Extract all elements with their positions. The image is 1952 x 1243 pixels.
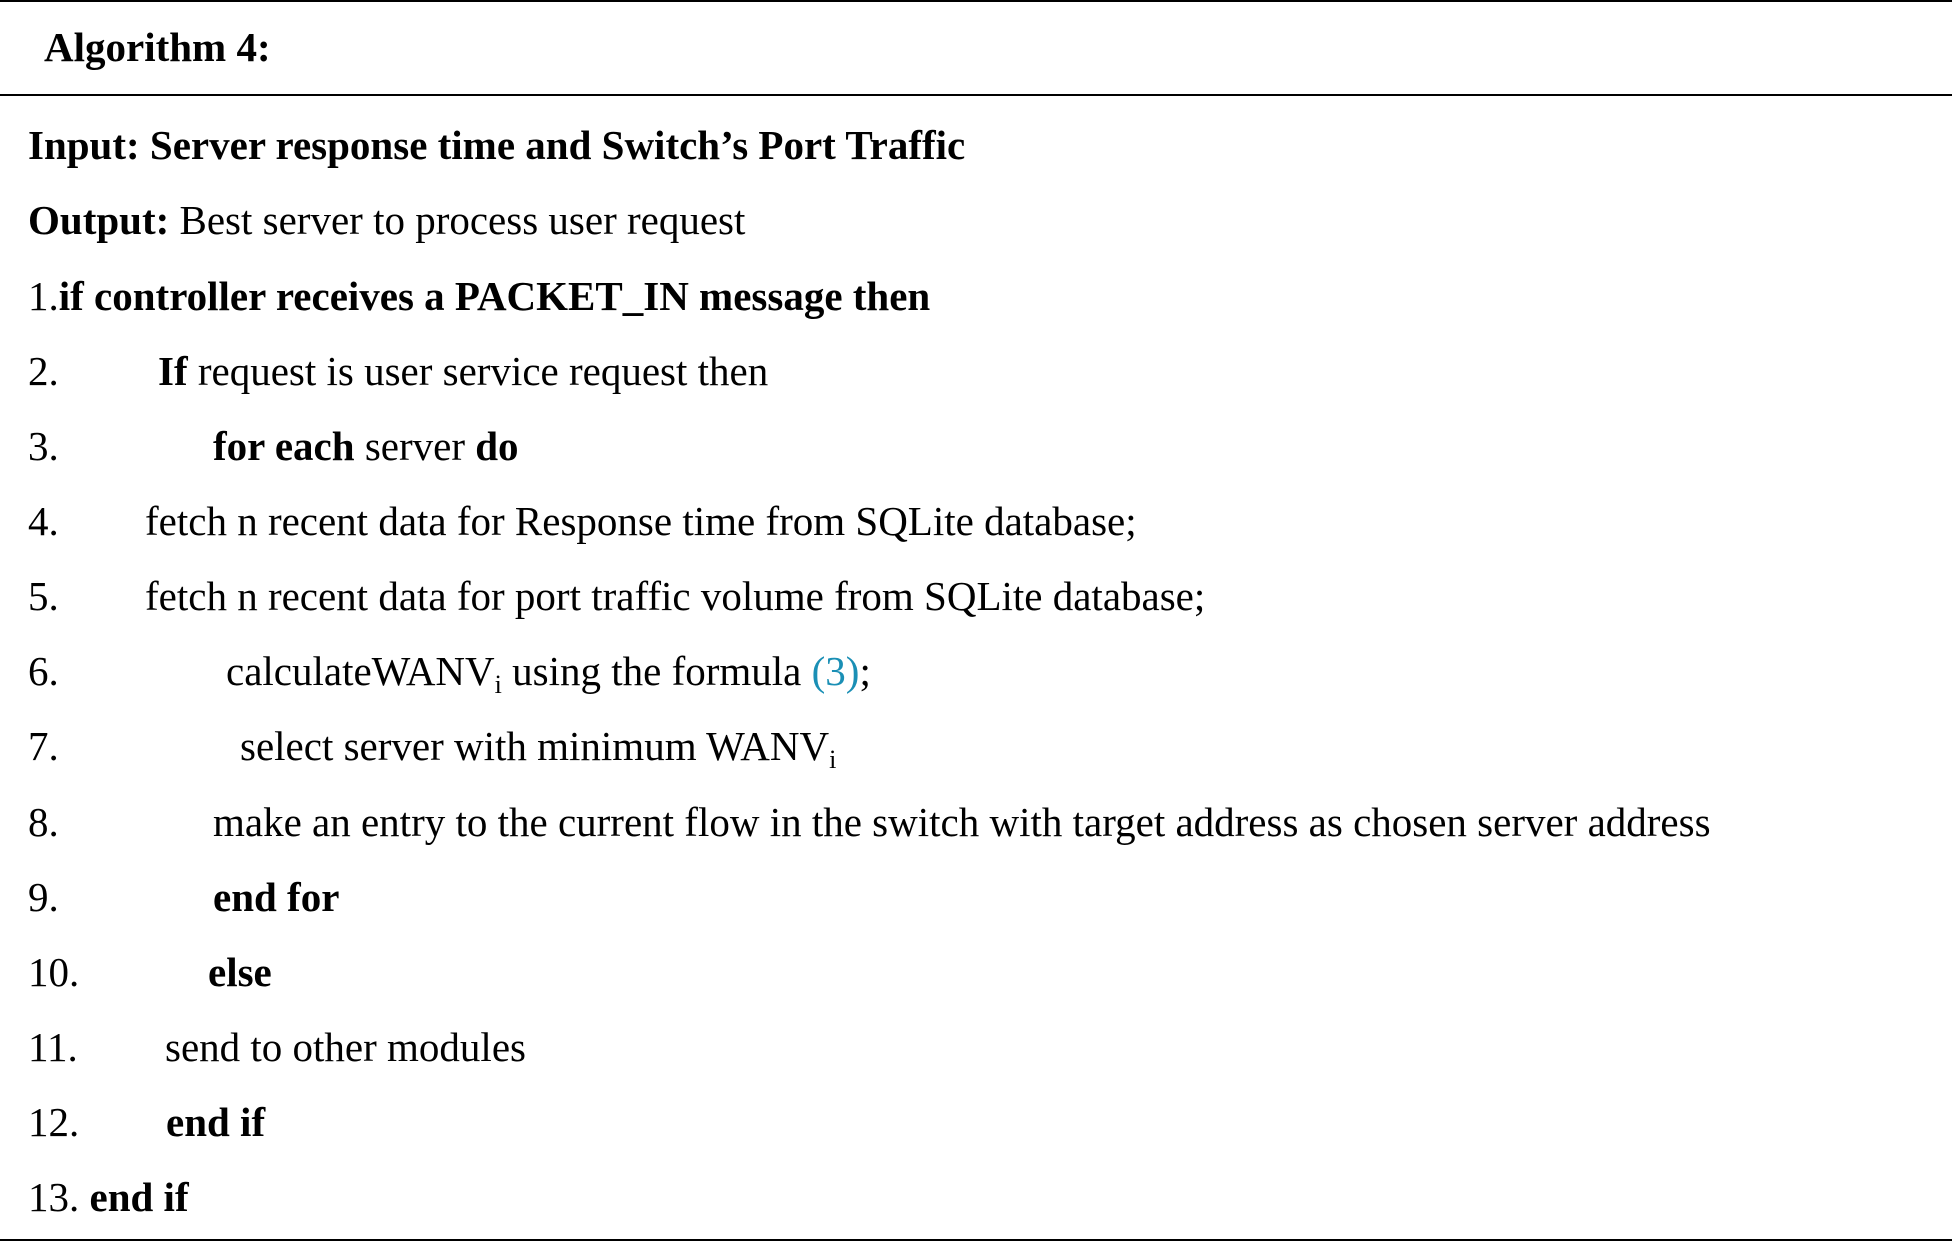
step-number: 9. [28, 874, 59, 920]
step-number: 11. [28, 1024, 78, 1070]
step-text-3: ; [859, 648, 871, 694]
step-keyword: If [158, 348, 188, 394]
step-number: 7. [28, 723, 59, 769]
step-number: 1. [28, 273, 59, 319]
top-rule [0, 0, 1952, 2]
subscript: i [829, 745, 837, 774]
step-text: send to other modules [165, 1024, 526, 1070]
step-number: 8. [28, 799, 59, 845]
step-keyword: end for [213, 874, 340, 920]
step-text: make an entry to the current flow in the switch with target address as chosen server address [213, 799, 1711, 845]
step-text: server [364, 423, 465, 469]
step-12 [166, 1097, 265, 1147]
input-label: Input: [28, 122, 140, 168]
step-13 [28, 1172, 189, 1222]
step-number: 13. [28, 1174, 80, 1220]
output-text: Best server to process user request [179, 197, 746, 243]
step-keyword: for each [213, 423, 355, 469]
subscript: i [494, 670, 502, 699]
step-keyword: end if [166, 1099, 266, 1145]
step-1 [28, 271, 930, 321]
step-number: 4. [28, 498, 59, 544]
step-text-2: using the formula [512, 648, 802, 694]
step-5 [145, 571, 1205, 621]
step-number: 6. [28, 648, 59, 694]
step-4 [145, 496, 1137, 546]
input-line [28, 120, 965, 170]
step-10 [208, 947, 272, 997]
step-number: 5. [28, 573, 59, 619]
step-6 [226, 646, 871, 699]
step-number: 10. [28, 949, 80, 995]
step-8 [213, 797, 1711, 847]
step-3 [213, 421, 519, 471]
step-number: 12. [28, 1099, 80, 1145]
step-2 [158, 346, 768, 396]
step-number: 3. [28, 423, 59, 469]
output-line [28, 195, 745, 245]
input-text: Server response time and Switch’s Port Traffic [149, 122, 966, 168]
step-7 [240, 721, 837, 774]
step-11 [165, 1022, 526, 1072]
algorithm-title: Algorithm 4: [44, 24, 271, 70]
output-label: Output: [28, 197, 170, 243]
step-keyword-do: do [475, 423, 519, 469]
header-rule [0, 94, 1952, 96]
formula-reference-link[interactable]: (3) [811, 648, 860, 694]
step-text: fetch n recent data for Response time from SQLite database; [145, 498, 1137, 544]
step-text: calculateWANV [226, 648, 495, 694]
step-number: 2. [28, 348, 59, 394]
step-9 [213, 872, 339, 922]
bottom-rule [0, 1239, 1952, 1241]
step-keyword: if controller receives a PACKET_IN message then [58, 273, 931, 319]
step-keyword: end if [89, 1174, 189, 1220]
step-keyword: else [208, 949, 272, 995]
step-text: select server with minimum WANV [240, 723, 830, 769]
step-text: request is user service request then [197, 348, 769, 394]
step-text: fetch n recent data for port traffic volume from SQLite database; [145, 573, 1206, 619]
